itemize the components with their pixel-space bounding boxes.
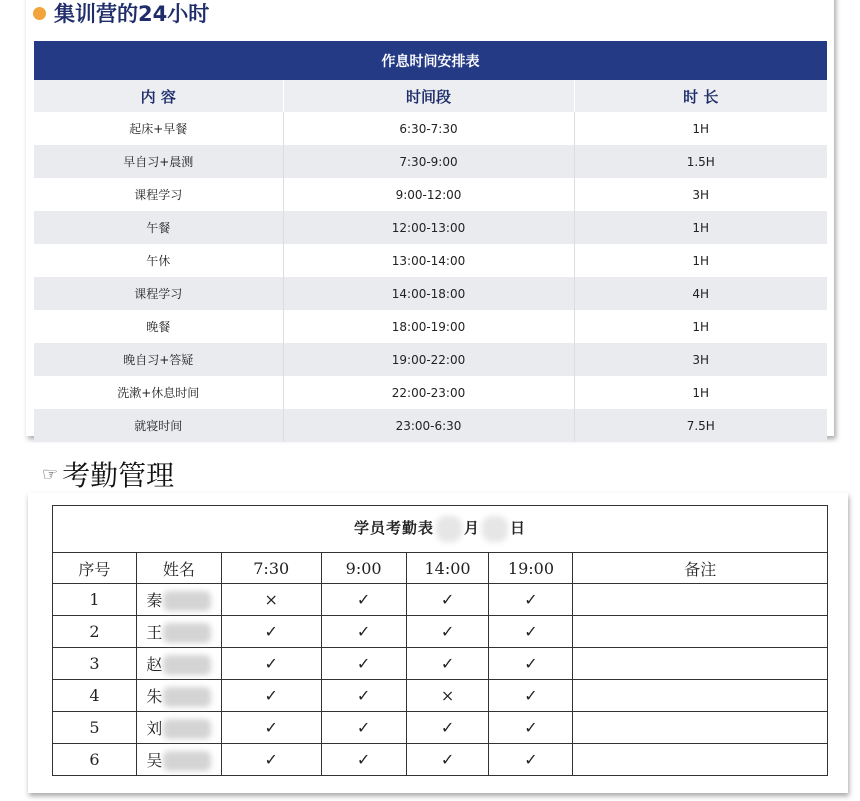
column-header-duration: 时 长 [574,80,827,112]
cell-duration: 3H [692,187,710,202]
cell-mark: ✓ [406,616,489,648]
cell-remarks [573,712,828,744]
cell-content: 午餐 [34,211,283,244]
name-text: 秦 [146,590,163,610]
table-row [34,211,827,244]
table-row [53,744,828,776]
cell-no: 3 [53,648,137,680]
caption-day: 日 [510,519,527,537]
table-row [34,145,827,178]
cell-period: 22:00-23:00 [283,376,574,409]
cell-name [136,680,221,712]
cell-period: 12:00-13:00 [283,211,574,244]
cell-content: 就寝时间 [34,409,283,442]
cell-mark: ✓ [221,616,321,648]
table-row [53,648,828,680]
cell-mark: ✓ [221,744,321,776]
column-header-900: 9:00 [321,553,406,584]
cell-period: 19:00-22:00 [283,343,574,376]
table-row [53,584,828,616]
cell-mark: ✓ [321,648,406,680]
redacted-name [163,655,211,675]
table-row [34,310,827,343]
cell-content: 午休 [34,244,283,277]
section-title-attendance [42,454,174,494]
section-title-text: 考勤管理 [62,459,175,492]
cell-duration: 1H [692,121,710,136]
cell-name [136,648,221,680]
cell-mark: ✓ [221,648,321,680]
section-title-24h [33,0,209,26]
column-header-1400: 14:00 [406,553,489,584]
cell-remarks [573,584,828,616]
cell-mark: ✓ [406,584,489,616]
cell-content: 晚自习+答疑 [34,343,283,376]
attendance-table [52,505,828,776]
cell-mark: ✓ [221,712,321,744]
cell-duration: 1H [692,319,710,334]
name-text: 朱 [146,686,163,706]
column-header-remarks: 备注 [573,553,828,584]
redacted-name [163,687,211,707]
column-header-content: 内 容 [34,80,283,112]
cell-mark: ✓ [406,744,489,776]
cell-content: 晚餐 [34,310,283,343]
cell-no: 1 [53,584,137,616]
cell-content: 洗漱+休息时间 [34,376,283,409]
column-header-name: 姓名 [136,553,221,584]
name-text: 赵 [146,654,163,674]
cell-remarks [573,616,828,648]
name-text: 吴 [146,750,163,770]
cell-mark: × [406,680,489,712]
table-row [53,712,828,744]
cell-period: 6:30-7:30 [283,112,574,145]
pointing-hand-icon: ☞ [42,463,59,485]
table-row [34,376,827,409]
column-header-period: 时间段 [283,80,574,112]
cell-mark: ✓ [489,616,573,648]
cell-duration: 4H [574,277,827,310]
cell-mark: ✓ [321,584,406,616]
cell-period: 18:00-19:00 [283,310,574,343]
table-row [34,178,827,211]
cell-name [136,616,221,648]
table-row [53,680,828,712]
cell-mark: ✓ [321,744,406,776]
cell-content: 早自习+晨测 [34,145,283,178]
column-header-730: 7:30 [221,553,321,584]
cell-content: 起床+早餐 [34,112,283,145]
column-header-no: 序号 [53,553,137,584]
table-row [34,409,827,442]
cell-duration: 1H [692,253,710,268]
cell-mark: ✓ [489,680,573,712]
cell-no: 6 [53,744,137,776]
cell-mark: ✓ [406,712,489,744]
attendance-table-title [53,506,828,553]
table-row [34,112,827,145]
cell-name [136,584,221,616]
cell-name [136,712,221,744]
cell-mark: ✓ [321,616,406,648]
cell-duration: 3H [574,343,827,376]
cell-mark: ✓ [321,680,406,712]
cell-remarks [573,744,828,776]
redacted-name [163,719,211,739]
cell-mark: ✓ [489,712,573,744]
cell-mark: ✓ [406,648,489,680]
cell-period: 13:00-14:00 [283,244,574,277]
cell-period: 23:00-6:30 [283,409,574,442]
table-row [34,244,827,277]
cell-mark: ✓ [489,744,573,776]
redacted-name [163,623,211,643]
section-title-text: 集训营的24小时 [54,2,210,26]
caption-month: 月 [463,519,480,537]
cell-remarks [573,648,828,680]
cell-period: 9:00-12:00 [283,178,574,211]
cell-content: 课程学习 [34,277,283,310]
cell-no: 4 [53,680,137,712]
cell-no: 2 [53,616,137,648]
cell-mark: × [221,584,321,616]
redacted-day [482,516,508,542]
redacted-name [163,591,211,611]
table-row [34,277,827,310]
cell-name [136,744,221,776]
name-text: 刘 [146,718,163,738]
redacted-name [163,751,211,771]
cell-duration: 7.5H [574,409,827,442]
cell-period: 14:00-18:00 [283,277,574,310]
cell-content: 课程学习 [34,178,283,211]
cell-mark: ✓ [221,680,321,712]
cell-mark: ✓ [489,584,573,616]
column-header-1900: 19:00 [489,553,573,584]
schedule-table-title: 作息时间安排表 [34,41,827,80]
cell-mark: ✓ [489,648,573,680]
orange-bullet-icon [33,7,46,20]
redacted-month [436,516,462,542]
table-row [34,343,827,376]
caption-text: 学员考勤表 [353,519,434,537]
cell-no: 5 [53,712,137,744]
name-text: 王 [146,622,163,642]
cell-duration: 1.5H [574,145,827,178]
cell-remarks [573,680,828,712]
schedule-table [34,41,827,442]
cell-duration: 1H [692,385,710,400]
cell-duration: 1H [574,211,827,244]
cell-mark: ✓ [321,712,406,744]
table-row [53,616,828,648]
cell-period: 7:30-9:00 [283,145,574,178]
